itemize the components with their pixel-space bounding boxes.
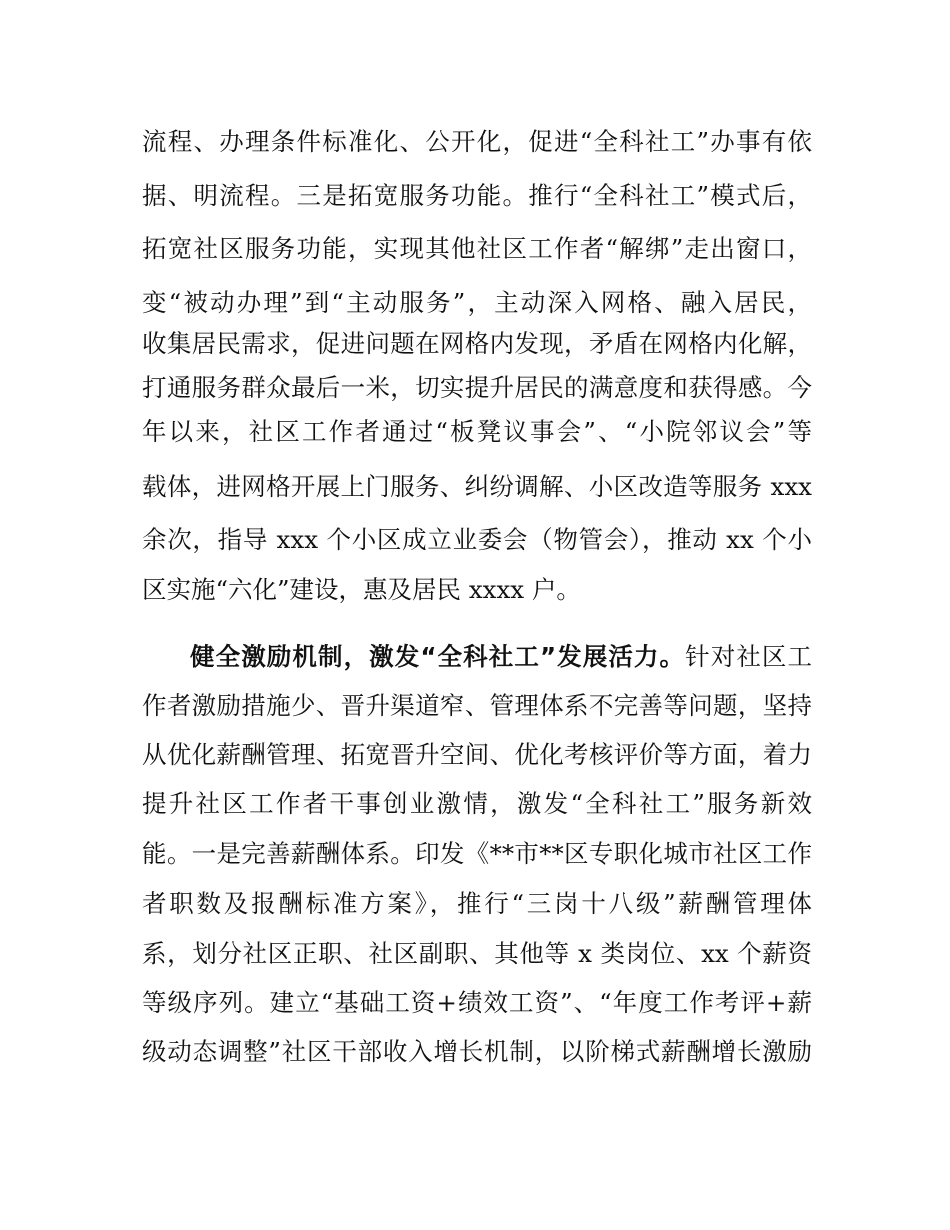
paragraph-line: 拓宽社区服务功能，实现其他社区工作者“解绑”走出窗口， xyxy=(142,234,812,263)
paragraph-line: 打通服务群众最后一米，切实提升居民的满意度和获得感。今 xyxy=(142,373,812,402)
paragraph-line: 能。一是完善薪酬体系。印发《**市**区专职化城市社区工作 xyxy=(142,839,812,868)
paragraph-line: 作者激励措施少、晋升渠道窄、管理体系不完善等问题，坚持 xyxy=(142,691,812,720)
paragraph-line: 据、明流程。三是拓宽服务功能。推行“全科社工”模式后， xyxy=(142,181,812,210)
paragraph-line: 变“被动办理”到“主动服务”，主动深入网格、融入居民， xyxy=(142,288,812,317)
paragraph-line: 系，划分社区正职、社区副职、其他等 x 类岗位、xx 个薪资 xyxy=(142,939,812,968)
paragraph-heading: 健全激励机制，激发“全科社工”发展活力。 xyxy=(190,642,686,671)
paragraph-line: 流程、办理条件标准化、公开化，促进“全科社工”办事有依 xyxy=(142,127,812,156)
paragraph-line: 年以来，社区工作者通过“板凳议事会”、“小院邻议会”等 xyxy=(142,417,812,446)
paragraph-line: 者职数及报酬标准方案》，推行“三岗十八级”薪酬管理体 xyxy=(142,889,812,918)
paragraph-line: 等级序列。建立“基础工资+绩效工资”、“年度工作考评+薪 xyxy=(142,988,812,1017)
paragraph-line: 载体，进网格开展上门服务、纠纷调解、小区改造等服务 xxx xyxy=(142,472,812,501)
paragraph-line: 级动态调整”社区干部收入增长机制，以阶梯式薪酬增长激励 xyxy=(142,1037,812,1066)
paragraph-line: 余次，指导 xxx 个小区成立业委会（物管会），推动 xx 个小 xyxy=(142,525,812,554)
paragraph-first-line xyxy=(190,637,812,677)
paragraph-line: 从优化薪酬管理、拓宽晋升空间、优化考核评价等方面，着力 xyxy=(142,740,812,769)
paragraph-first-line-rest: 针对社区工 xyxy=(685,642,813,671)
paragraph-line: 区实施“六化”建设，惠及居民 xxxx 户。 xyxy=(142,575,581,604)
paragraph-line: 收集居民需求，促进问题在网格内发现，矛盾在网格内化解， xyxy=(142,329,812,358)
paragraph-line: 提升社区工作者干事创业激情，激发“全科社工”服务新效 xyxy=(142,789,812,818)
